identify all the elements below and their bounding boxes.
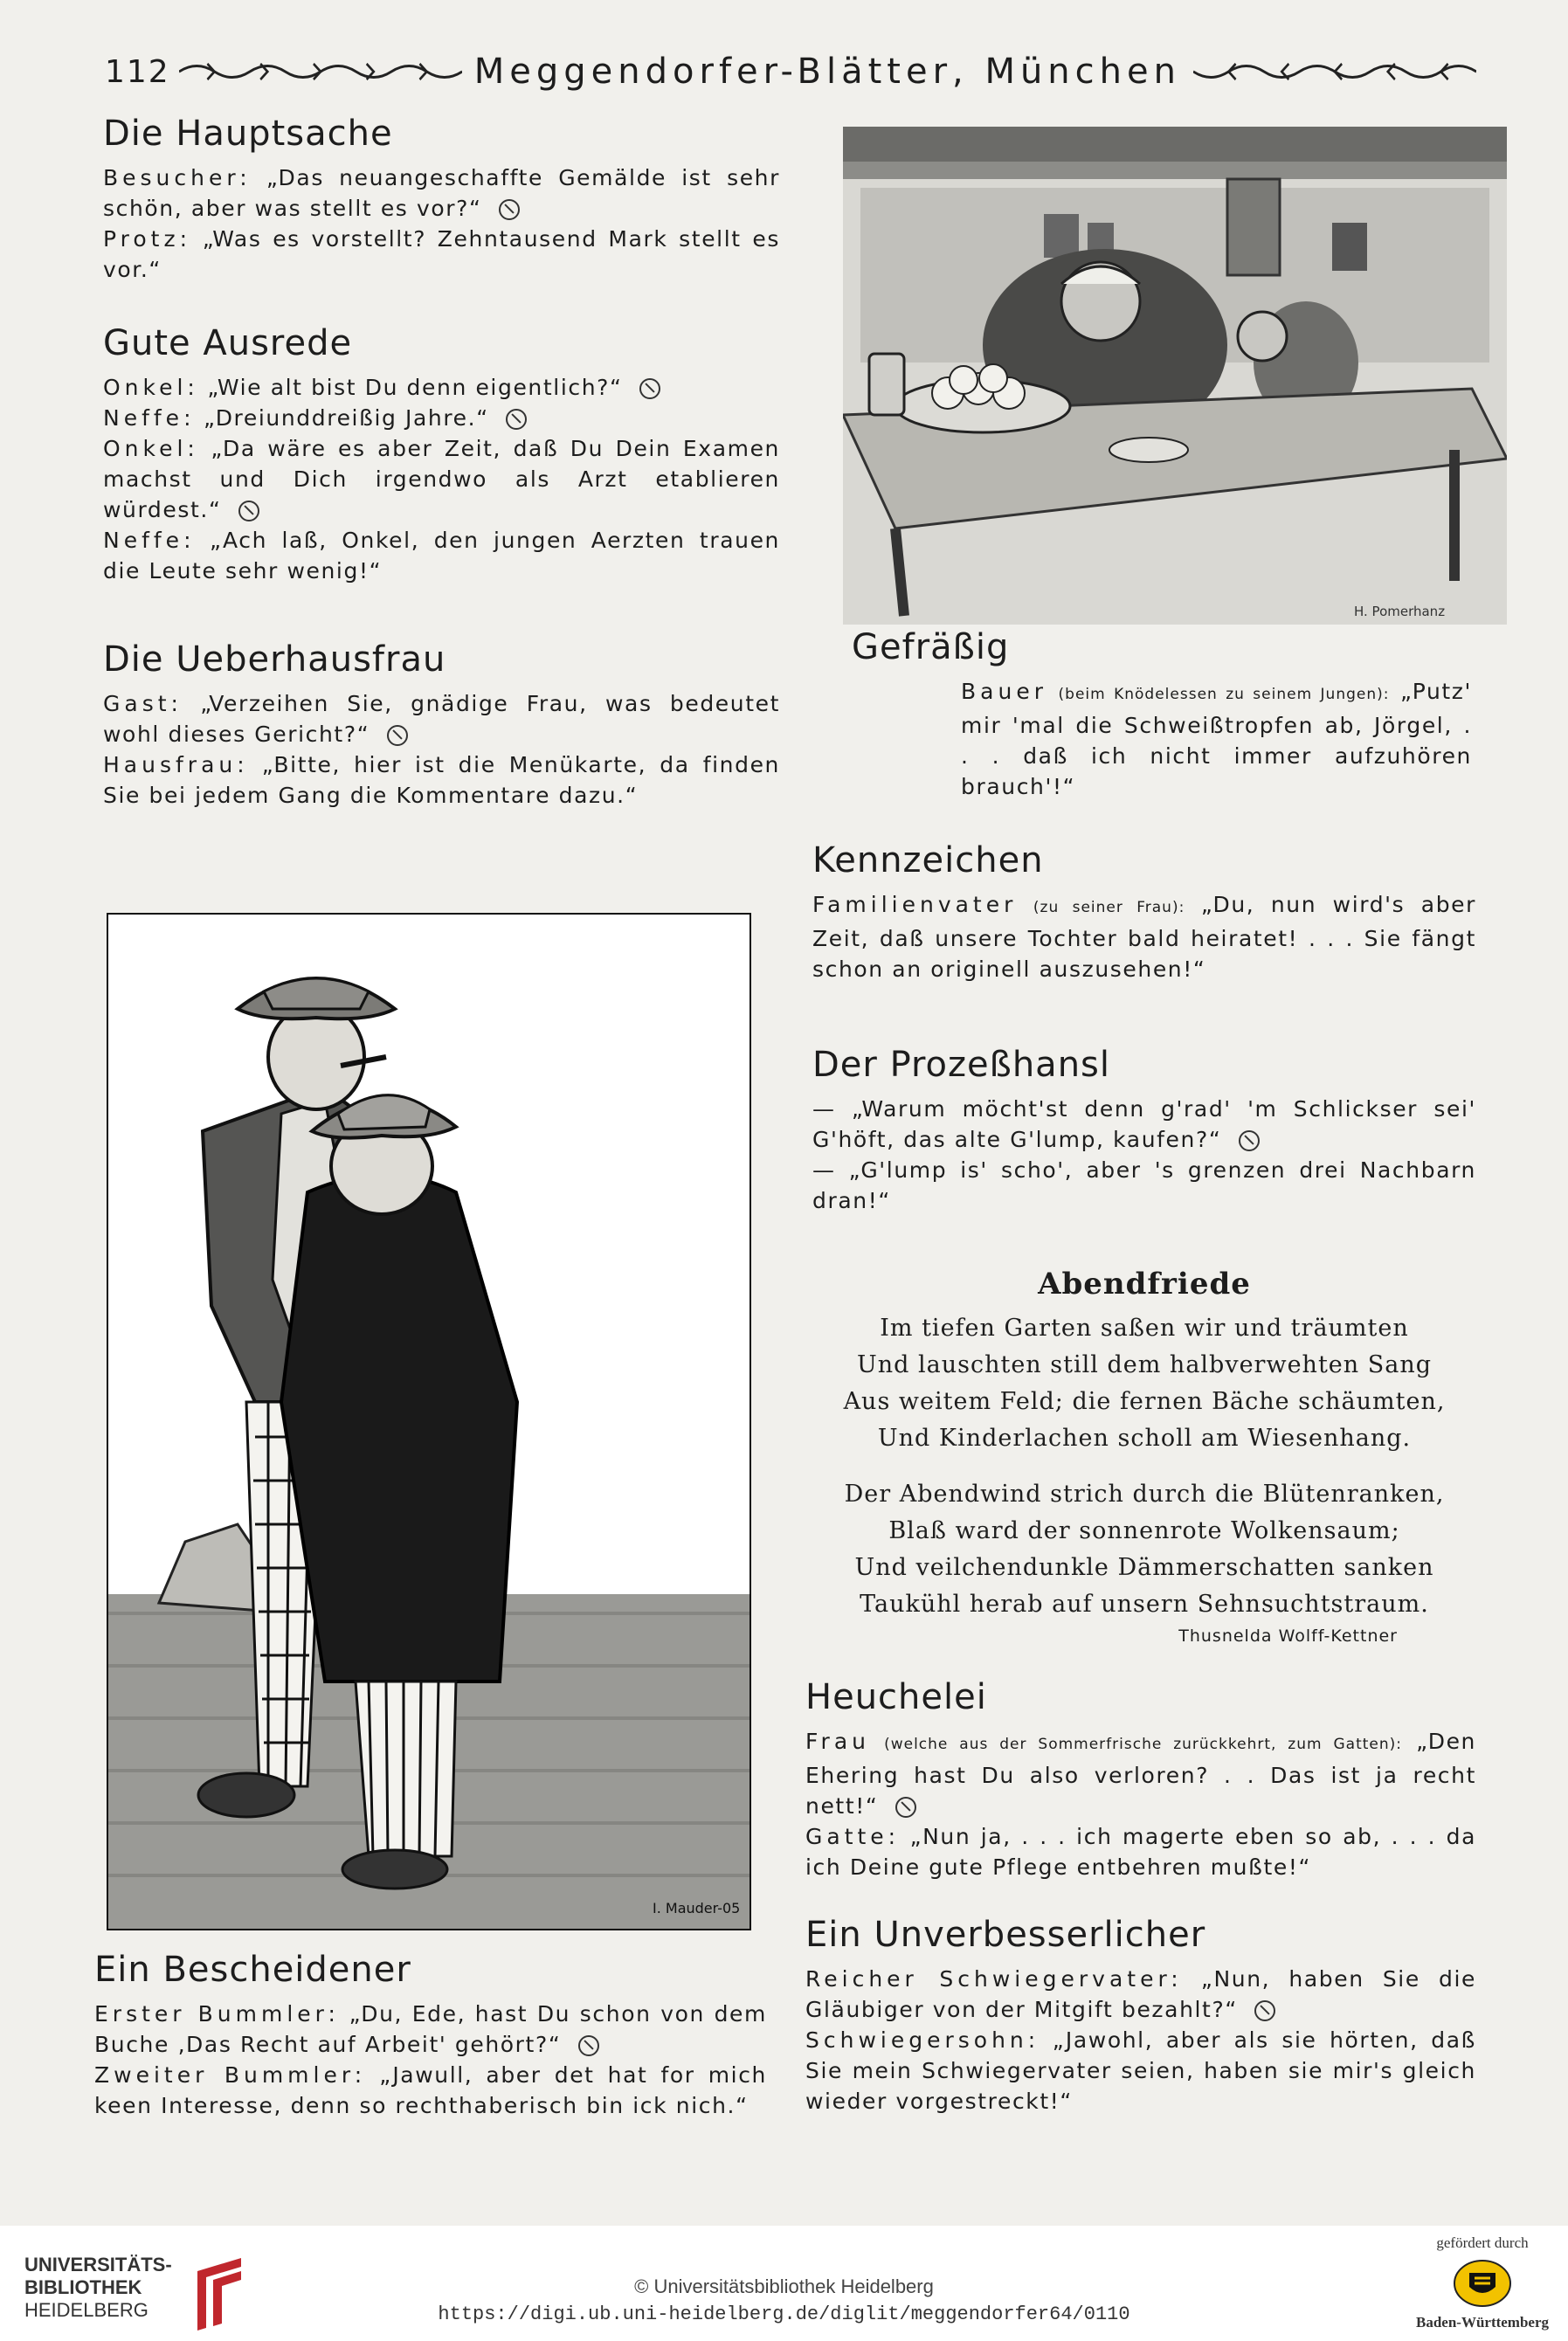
end-mark-icon xyxy=(895,1797,916,1818)
poem-line: Im tiefen Garten saßen wir und träumten xyxy=(880,1315,1409,1342)
end-mark-icon xyxy=(639,378,660,399)
speaker: Familienvater xyxy=(812,892,1018,917)
section-title: Kennzeichen xyxy=(812,840,1044,880)
library-line-1: UNIVERSITÄTS- xyxy=(24,2254,172,2275)
stage-note: (zu seiner Frau): xyxy=(1033,899,1185,916)
dialogue-line xyxy=(103,433,780,525)
poem-line: Aus weitem Feld; die fernen Bäche schäumten, xyxy=(843,1388,1446,1415)
speaker: Gast: xyxy=(103,691,183,716)
dialogue-text: „Was es vorstellt? Zehntausend Mark stellt es vor.“ xyxy=(103,226,780,282)
poem-title: Abendfriede xyxy=(1038,1267,1251,1302)
end-mark-icon xyxy=(1254,2000,1275,2021)
section-title: Die Ueberhausfrau xyxy=(103,639,446,680)
dialogue-text: „Du, Ede, hast Du schon von dem Buche ‚Das Recht auf Arbeit' gehört?“ xyxy=(94,2001,767,2057)
dialogue-line xyxy=(805,1726,1476,1821)
section-title: Heuchelei xyxy=(805,1677,987,1717)
stage-note: (welche aus der Sommerfrische zurückkehrt, zum Gatten): xyxy=(884,1736,1402,1753)
funding-block[interactable] xyxy=(1413,2234,1552,2331)
top-illustration-signature: H. Pomerhanz xyxy=(1354,604,1446,619)
end-mark-icon xyxy=(1239,1130,1260,1151)
end-mark-icon xyxy=(578,2035,599,2056)
speaker: Protz: xyxy=(103,226,192,252)
poem-line: Der Abendwind strich durch die Blütenranken, xyxy=(844,1481,1445,1508)
section-unverbesserlicher xyxy=(805,1915,1476,2117)
section-ueberhausfrau xyxy=(103,639,780,811)
page-number: 112 xyxy=(105,53,170,90)
dialogue-line xyxy=(805,1821,1476,1882)
poem-stanza-2 xyxy=(839,1476,1450,1623)
section-title: Die Hauptsache xyxy=(103,114,393,154)
dialogue-line xyxy=(94,1999,767,2060)
dialogue-line xyxy=(805,1964,1476,2025)
dialogue-text: „Den Ehering hast Du also verloren? . . Das ist ja recht nett!“ xyxy=(805,1729,1476,1819)
section-kennzeichen xyxy=(812,840,1476,984)
dialogue-text: „Wie alt bist Du denn eigentlich?“ xyxy=(207,375,623,400)
dialogue-text: „Nun, haben Sie die Gläubiger von der Mitgift bezahlt?“ xyxy=(805,1966,1477,2022)
dialogue-line xyxy=(961,676,1472,802)
dialogue-line xyxy=(103,688,780,749)
dialogue-line xyxy=(812,1094,1476,1155)
section-prozesshansl xyxy=(812,1045,1476,1216)
speaker: Zweiter Bummler: xyxy=(94,2062,367,2088)
dialogue-text: „Da wäre es aber Zeit, daß Du Dein Examen machst und Dich irgendwo als Arzt etablieren würdest.“ xyxy=(103,436,780,522)
dialogue-line xyxy=(805,2025,1476,2117)
dialogue-line xyxy=(94,2060,767,2121)
funded-by-label: gefördert durch xyxy=(1436,2234,1529,2251)
speaker: Gatte: xyxy=(805,1824,901,1849)
dialogue-line xyxy=(103,403,780,433)
section-gefraessig xyxy=(852,627,1472,802)
poem-abendfriede xyxy=(839,1267,1450,1646)
section-heuchelei xyxy=(805,1677,1476,1882)
speaker: Neffe: xyxy=(103,528,196,553)
dialogue-text: „Du, nun wird's aber Zeit, daß unsere Tochter bald heiratet! . . . Sie fängt schon an originell auszusehen!“ xyxy=(812,892,1477,982)
illustration-peasant-meal xyxy=(843,127,1507,625)
speaker: Schwiegersohn: xyxy=(805,2027,1040,2053)
dialogue-text: — „Warum möcht'st denn g'rad' 'm Schlickser sei' G'höft, das alte G'lump, kaufen?“ xyxy=(812,1096,1476,1152)
end-mark-icon xyxy=(238,501,259,521)
speaker: Reicher Schwiegervater: xyxy=(805,1966,1183,1992)
library-line-3: HEIDELBERG xyxy=(24,2299,149,2321)
stage-note: (beim Knödelessen zu seinem Jungen): xyxy=(1058,686,1390,703)
dialogue-text: „Nun ja, . . . ich magerte eben so ab, . . . da ich Deine gute Pflege entbehren mußte!“ xyxy=(805,1824,1476,1880)
section-title: Der Prozeßhansl xyxy=(812,1045,1110,1085)
library-line-2: BIBLIOTHEK xyxy=(24,2276,142,2298)
end-mark-icon xyxy=(506,409,527,430)
speaker: Bauer xyxy=(961,679,1047,704)
speaker: Besucher: xyxy=(103,165,252,190)
ornament-right-icon xyxy=(1193,59,1476,85)
dialogue-text: — „G'lump is' scho', aber 's grenzen drei Nachbarn dran!“ xyxy=(812,1157,1476,1213)
dialogue-text: „Jawull, aber det hat for mich keen Interesse, denn so rechthaberisch bin ick nich.“ xyxy=(94,2062,768,2118)
dialogue-text: „Jawohl, aber als sie hörten, daß Sie mein Schwiegervater seien, haben sie mir's gleich wieder vorgestreckt!“ xyxy=(805,2027,1476,2114)
poem-line: Und lauschten still dem halbverwehten Sang xyxy=(856,1351,1433,1378)
section-title: Ein Bescheidener xyxy=(94,1950,411,1990)
dialogue-line xyxy=(812,889,1476,984)
speaker: Onkel: xyxy=(103,375,199,400)
section-title: Ein Unverbesserlicher xyxy=(805,1915,1206,1955)
dialogue-line xyxy=(103,525,780,586)
dialogue-text: „Bitte, hier ist die Menükarte, da finden Sie bei jedem Gang die Kommentare dazu.“ xyxy=(103,752,780,808)
section-title: Gefräßig xyxy=(852,627,1010,667)
end-mark-icon xyxy=(387,725,408,746)
speaker: Erster Bummler: xyxy=(94,2001,340,2027)
dialogue-line xyxy=(103,224,780,285)
page-url-link[interactable]: https://digi.ub.uni-heidelberg.de/diglit/meggendorfer64/0110 xyxy=(438,2303,1130,2325)
dialogue-text: „Ach laß, Onkel, den jungen Aerzten trauen die Leute sehr wenig!“ xyxy=(103,528,780,584)
section-title: Gute Ausrede xyxy=(103,323,353,363)
poem-stanza-1 xyxy=(839,1310,1450,1457)
poem-line: Taukühl herab auf unsern Sehnsuchtstraum. xyxy=(860,1591,1429,1618)
dialogue-text: „Verzeihen Sie, gnädige Frau, was bedeutet wohl dieses Gericht?“ xyxy=(103,691,781,747)
dialogue-line xyxy=(103,162,780,224)
speaker: Neffe: xyxy=(103,405,196,431)
section-hauptsache xyxy=(103,114,780,285)
state-crest-icon xyxy=(1452,2257,1513,2310)
ornament-left-icon xyxy=(179,59,462,85)
poem-line: Und Kinderlachen scholl am Wiesenhang. xyxy=(877,1425,1412,1452)
dialogue-line xyxy=(103,372,780,403)
dialogue-line xyxy=(103,749,780,811)
page-header xyxy=(105,51,1476,93)
poem-line: Blaß ward der sonnenrote Wolkensaum; xyxy=(888,1517,1400,1544)
illustration-two-loafers xyxy=(107,913,751,1930)
dialogue-text: „Das neuangeschaffte Gemälde ist sehr schön, aber was stellt es vor?“ xyxy=(103,165,780,221)
dialogue-text: „Putz' mir 'mal die Schweißtropfen ab, Jörgel, . . . daß ich nicht immer aufzuhören brauch'!“ xyxy=(961,679,1472,799)
section-gute-ausrede xyxy=(103,323,780,586)
speaker: Hausfrau: xyxy=(103,752,249,777)
section-bescheidener xyxy=(94,1950,767,2121)
speaker: Frau xyxy=(805,1729,871,1754)
poem-author: Thusnelda Wolff-Kettner xyxy=(1178,1626,1398,1646)
end-mark-icon xyxy=(499,199,520,220)
dialogue-line xyxy=(812,1155,1476,1216)
bottom-illustration-signature: I. Mauder-05 xyxy=(653,1900,741,1916)
poem-line: Und veilchendunkle Dämmerschatten sanken xyxy=(854,1554,1434,1581)
dialogue-text: „Dreiunddreißig Jahre.“ xyxy=(204,405,489,431)
copyright-text: © Universitätsbibliothek Heidelberg xyxy=(634,2275,934,2297)
speaker: Onkel: xyxy=(103,436,199,461)
running-title: Meggendorfer-Blätter, München xyxy=(473,52,1181,92)
state-name: Baden-Württemberg xyxy=(1415,2314,1550,2331)
